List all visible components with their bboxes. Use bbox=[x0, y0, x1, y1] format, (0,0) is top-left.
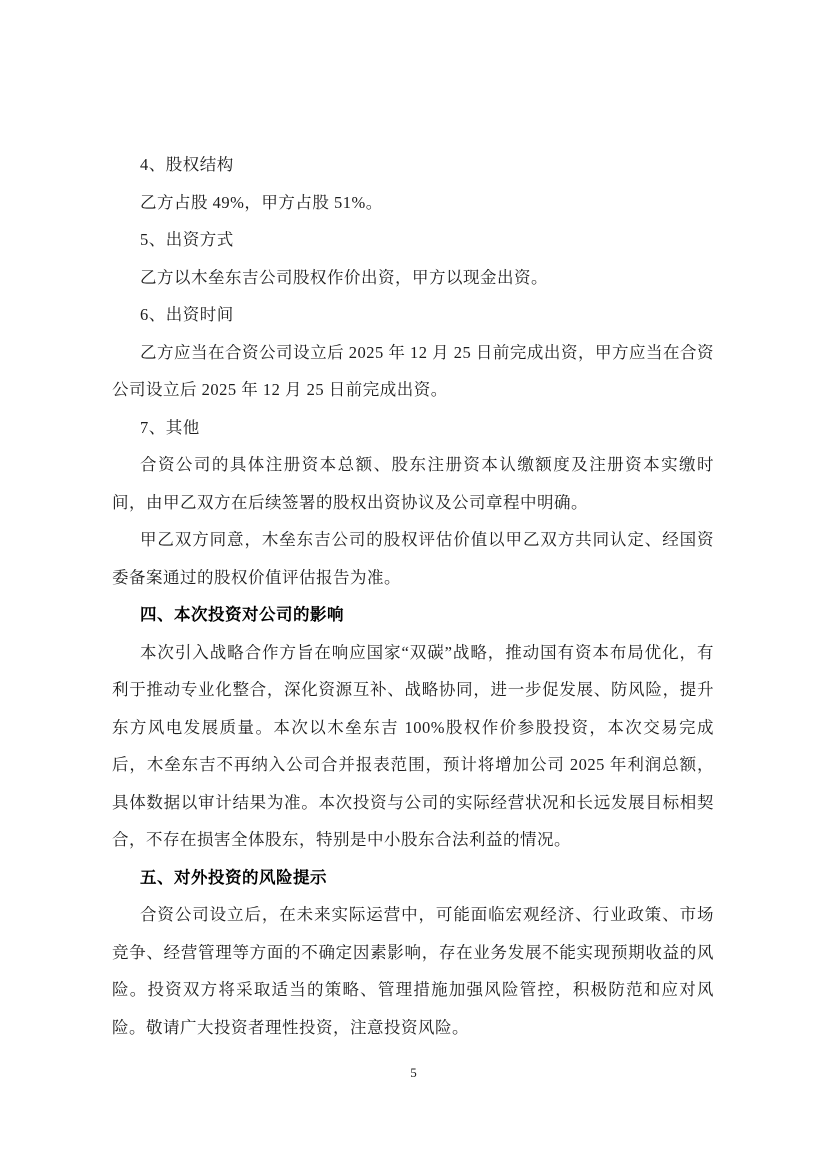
paragraph-shareholding: 乙方占股 49%，甲方占股 51%。 bbox=[140, 192, 383, 212]
list-item-5-contribution-method: 5、出资方式 bbox=[140, 230, 234, 249]
section-heading-4-impact: 四、本次投资对公司的影响 bbox=[140, 605, 344, 624]
page-number: 5 bbox=[410, 1065, 417, 1080]
paragraph-contribution-time: 乙方应当在合资公司设立后 2025 年 12 月 25 日前完成出资，甲方应当在合资公司设立后 2025 年 12 月 25 日前完成出资。 bbox=[112, 342, 714, 399]
document-body bbox=[112, 146, 714, 1046]
list-item-4-equity-structure: 4、股权结构 bbox=[140, 155, 234, 174]
section-heading-5-risk-notice: 五、对外投资的风险提示 bbox=[140, 867, 327, 887]
paragraph-risk-notice: 合资公司设立后，在未来实际运营中，可能面临宏观经济、行业政策、市场竞争、经营管理等方面的不确定因素影响，存在业务发展不能实现预期收益的风险。投资双方将采取适当的策略、管理措施加强风险管控，积极防范和应对风险。敬请广大投资者理性投资，注意投资风险。 bbox=[112, 905, 714, 1037]
paragraph-investment-impact: 本次引入战略合作方旨在响应国家“双碳”战略，推动国有资本布局优化，有利于推动专业化整合，深化资源互补、战略协同，进一步促发展、防风险，提升东方风电发展质量。本次以木垒东吉 100%股权作价参股投资，本次交易完成后，木垒东吉不再纳入公司合并报表范围，预计将增加公司 2025 年利润总额，具体数据以审计结果为准。本次投资与公司的实际经营状况和长远发展目标相契合，不存在损害全体股东，特别是中小股东合法利益的情况。 bbox=[112, 642, 714, 849]
list-item-7-others: 7、其他 bbox=[140, 417, 200, 437]
paragraph-registered-capital: 合资公司的具体注册资本总额、股东注册资本认缴额度及注册资本实缴时间，由甲乙双方在后续签署的股权出资协议及公司章程中明确。 bbox=[112, 455, 714, 512]
paragraph-valuation-agreement: 甲乙双方同意，木垒东吉公司的股权评估价值以甲乙双方共同认定、经国资委备案通过的股权价值评估报告为准。 bbox=[112, 530, 714, 587]
paragraph-contribution-method: 乙方以木垒东吉公司股权作价出资，甲方以现金出资。 bbox=[140, 267, 548, 287]
list-item-6-contribution-time: 6、出资时间 bbox=[140, 305, 234, 324]
